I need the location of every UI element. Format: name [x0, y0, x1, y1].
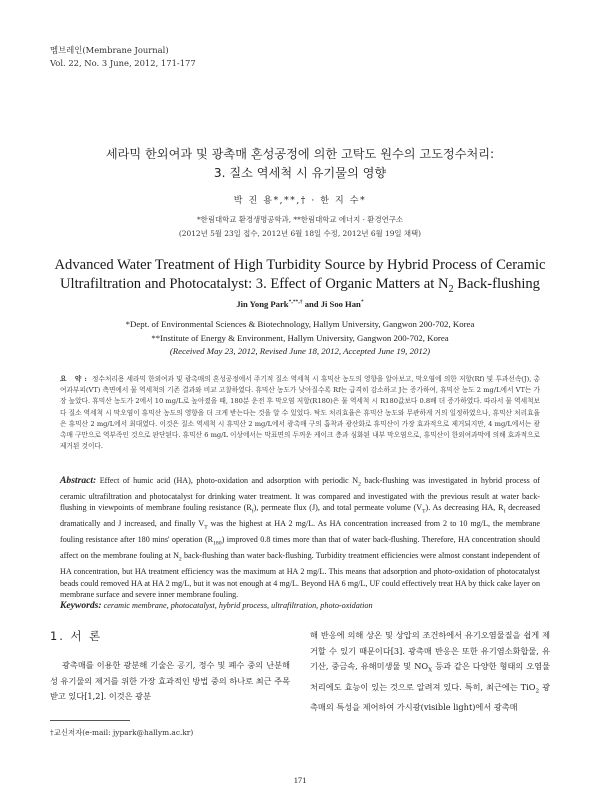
keywords-label: Keywords: — [60, 600, 102, 611]
korean-abstract-label: 요 약: — [60, 375, 90, 383]
english-authors — [40, 299, 560, 309]
subscript: T — [422, 509, 426, 516]
abstract-text: decreased dramatically and J increased, and finally V — [60, 503, 540, 529]
subscript: T — [204, 525, 208, 532]
body-text: 등과 같은 다양한 형태의 오염물 처리에도 효능이 있는 것으로 알려져 있다. 특히, 최근에는 TiO — [310, 661, 550, 692]
english-dates-line: (Received May 23, 2012, Revised June 18, 2012, Accepted June 19, 2012) — [169, 346, 431, 356]
corresponding-author-footnote: †교신저자(e-mail: jypark@hallym.ac.kr) — [50, 728, 194, 737]
author-marks: *,**,† — [288, 299, 303, 306]
korean-affiliations — [40, 213, 560, 241]
abstract-text: was the highest at HA 2 mg/L. As HA concentration increased from 2 to 10 mg/L, the membrane fouling resistance after 180 mins' operation (R — [60, 519, 540, 545]
korean-abstract — [60, 374, 540, 452]
english-affiliations — [40, 318, 560, 359]
abstract-text: Effect of humic acid (HA), photo-oxidation and adsorption with periodic N — [96, 476, 359, 485]
footnote-divider — [50, 720, 130, 721]
abstract-text: ) improved 0.8 times more than that of water back-flushing. Therefore, HA concentration should affect on the membrane fouling at N — [60, 535, 540, 561]
korean-dates-line: (2012년 5월 23일 접수, 2012년 6월 18일 수정, 2012년 6월 19일 채택) — [178, 229, 422, 238]
author-name: Jin Yong Park — [236, 299, 289, 309]
abstract-text: ), permeate flux (J), and total permeate volume (V — [253, 503, 423, 513]
english-title-line-1: Advanced Water Treatment of High Turbidity Source by Hybrid Process of Ceramic — [54, 257, 546, 273]
subscript: f — [251, 509, 254, 516]
english-abstract-label: Abstract: — [60, 475, 97, 486]
korean-title-line-1: 세라믹 한외여과 및 광촉매 혼성공정에 의한 고탁도 원수의 고도정수처리: — [105, 147, 495, 161]
subscript: 2 — [448, 283, 454, 295]
subscript: 2 — [535, 688, 540, 695]
author-name: Ji Soo Han — [320, 299, 361, 309]
journal-name: 멤브레인(Membrane Journal) — [50, 45, 169, 55]
abstract-text: back-flushing than water back-flushing. Turbidity treatment efficiencies were almost constant independent of HA concentration, but HA treatment efficiency was the maximum at HA 2 mg/L. This means that adsorption and photo-oxidation of photocatalyst beads could removed HA at HA 2 mg/L, but it was not enough at 4 mg/L. Beyond HA 6 mg/L, UF could effectively treat HA by thick cake layer on membrane surface and severe inner membrane fouling. — [60, 551, 540, 600]
keywords-text: ceramic membrane, photocatalyst, hybrid process, ultrafiltration, photo-oxidation — [101, 601, 373, 610]
korean-title-line-2: 3. 질소 역세척 시 유기물의 영향 — [213, 166, 387, 180]
body-text: 해 반응에 의해 상온 및 상압의 조건하에서 유기오염물질을 쉽게 제거할 수 있기 때문이다[3]. 광촉매 반응은 또한 유기염소화합물, 유기산, 중금속, 유해미생물 및 NO — [310, 630, 550, 672]
subscript: f — [503, 509, 506, 516]
english-affiliation-line: *Dept. of Environmental Sciences & Biotechnology, Hallym University, Gangwon 200-702, Korea — [125, 319, 475, 329]
author-marks: * — [360, 299, 364, 306]
journal-header — [50, 44, 196, 70]
english-abstract — [60, 475, 540, 601]
korean-abstract-text: 정수처리용 세라믹 한외여과 및 광촉매의 혼성공정에서 주기적 질소 역세척 시 휴믹산 농도의 영향을 알아보고, 막오염에 의한 저항(Rf) 및 투과선속(J), 총여과부피(VT) 측면에서 물 역세척의 기존 결과와 비교 고찰하였다. 휴믹산 농도가 낮아질수록 Rf는 급격히 감소하고 J는 증가하여, 휴믹산 농도 2 mg/L에서 VT는 가장 높았다. 휴믹산 농도가 2에서 10 mg/L로 높아졌을 때, 180분 운전 후 막오염 저항(R180)은 물 역세척 시 R180값보다 0.8배 더 증가하였다. 따라서 물 역세척보다 질소 역세척 시 막오염이 휴믹산 농도의 영향을 더 크게 받는다는 것을 알 수 있었다. 탁도 처리효율은 휴믹산 농도와 무관하게 거의 일정하였으나, 휴믹산 처리효율은 휴믹산 2 mg/L에서 최대였다. 이것은 질소 역세척 시 휴믹산 2 mg/L에서 광촉매 구의 흡착과 광산화로 휴믹산이 가장 효과적으로 제거되지만, 4 mg/L에서는 광촉매 구만으로 역부족인 것으로 판단된다. 휴믹산 6 mg/L 이상에서는 막표면의 두꺼운 케이크 층과 심화된 내부 막오염으로, 휴믹산이 한외여과막에 의해 효과적으로 제거된 것이다. — [60, 375, 540, 451]
body-paragraph: 광촉매를 이용한 광분해 기술은 공기, 정수 및 폐수 중의 난분해성 유기물의 제거를 위한 가장 효과적인 방법 중의 하나로 최근 주목받고 있다[1,2]. 이것은 광분 — [50, 660, 290, 702]
subscript: X — [428, 668, 433, 675]
body-text: 광촉매의 특성을 제어하여 가시광(visible light)에서 광촉매 — [310, 681, 550, 713]
korean-affiliation-line: *한림대학교 환경생명공학과, **한림대학교 에너지 · 환경연구소 — [196, 215, 404, 224]
subscript: 2 — [178, 557, 182, 564]
abstract-text: ). As decreasing HA, R — [425, 503, 504, 513]
subscript: 180 — [213, 541, 222, 548]
page-number: 171 — [293, 776, 307, 785]
english-title-line-2 — [40, 276, 560, 295]
keywords — [60, 600, 540, 611]
english-title-part: Back-flushing — [453, 276, 540, 292]
right-column — [310, 628, 550, 716]
english-title-part: Ultrafiltration and Photocatalyst: 3. Effect of Organic Matters at N — [60, 276, 449, 292]
author-and: and — [304, 299, 319, 309]
subscript: 2 — [358, 481, 361, 488]
korean-authors: 박 진 용*,**,† · 한 지 수* — [233, 196, 367, 206]
section-heading: 1. 서 론 — [50, 629, 103, 643]
english-affiliation-line: **Institute of Energy & Environment, Hallym University, Gangwon 200-702, Korea — [151, 332, 449, 343]
abstract-text: back-flushing was investigated in hybrid process of ceramic ultrafiltration and photocatalyst for drinking water treatment. It was compared and investigated with the previous result at water back-flushing in viewpoints of membrane fouling resistance (R — [60, 476, 540, 513]
journal-volume: Vol. 22, No. 3 June, 2012, 171-177 — [50, 58, 196, 68]
left-column — [50, 628, 290, 705]
